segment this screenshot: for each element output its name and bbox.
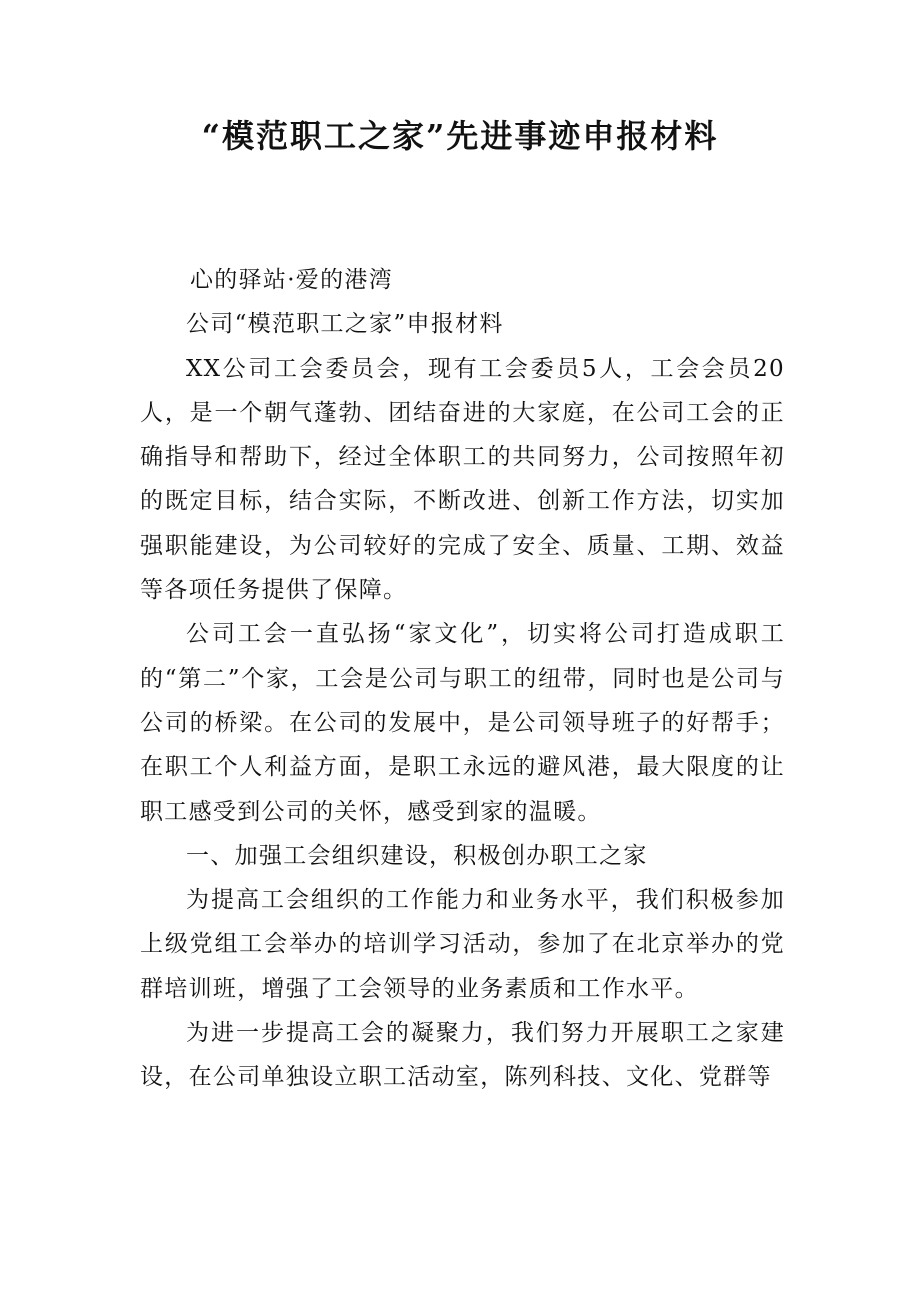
document-heading: 公司“模范职工之家”申报材料 — [186, 311, 504, 338]
section-heading: 一、加强工会组织建设，积极创办职工之家 — [186, 842, 648, 869]
paragraph-intro: XX公司工会委员会，现有工会委员5人，工会会员20人，是一个朝气蓬勃、团结奋进的大家庭，在公司工会的正确指导和帮助下，经过全体职工的共同努力，公司按照年初的既定目标，结合实际，不断改进、创新工作方法，切实加强职能建设，为公司较好的完成了安全、质量、工期、效益等各项任务提供了保障。 — [140, 355, 785, 604]
paragraph-training: 为提高工会组织的工作能力和业务水平，我们积极参加上级党组工会举办的培训学习活动，参加了在北京举办的党群培训班，增强了工会领导的业务素质和工作水平。 — [140, 887, 785, 1002]
document-title: “模范职工之家”先进事迹申报材料 — [201, 117, 719, 155]
paragraph-family-culture: 公司工会一直弘扬“家文化”，切实将公司打造成职工的“第二”个家，工会是公司与职工的纽带，同时也是公司与公司的桥梁。在公司的发展中，是公司领导班子的好帮手；在职工个人利益方面，是职工永远的避风港，最大限度的让职工感受到公司的关怀，感受到家的温暖。 — [140, 621, 785, 825]
document-body — [140, 258, 785, 1100]
paragraph-workers-home: 为进一步提高工会的凝聚力，我们努力开展职工之家建设，在公司单独设立职工活动室，陈列科技、文化、党群等 — [140, 1020, 785, 1091]
document-subtitle: 心的驿站·爱的港湾 — [190, 267, 394, 293]
